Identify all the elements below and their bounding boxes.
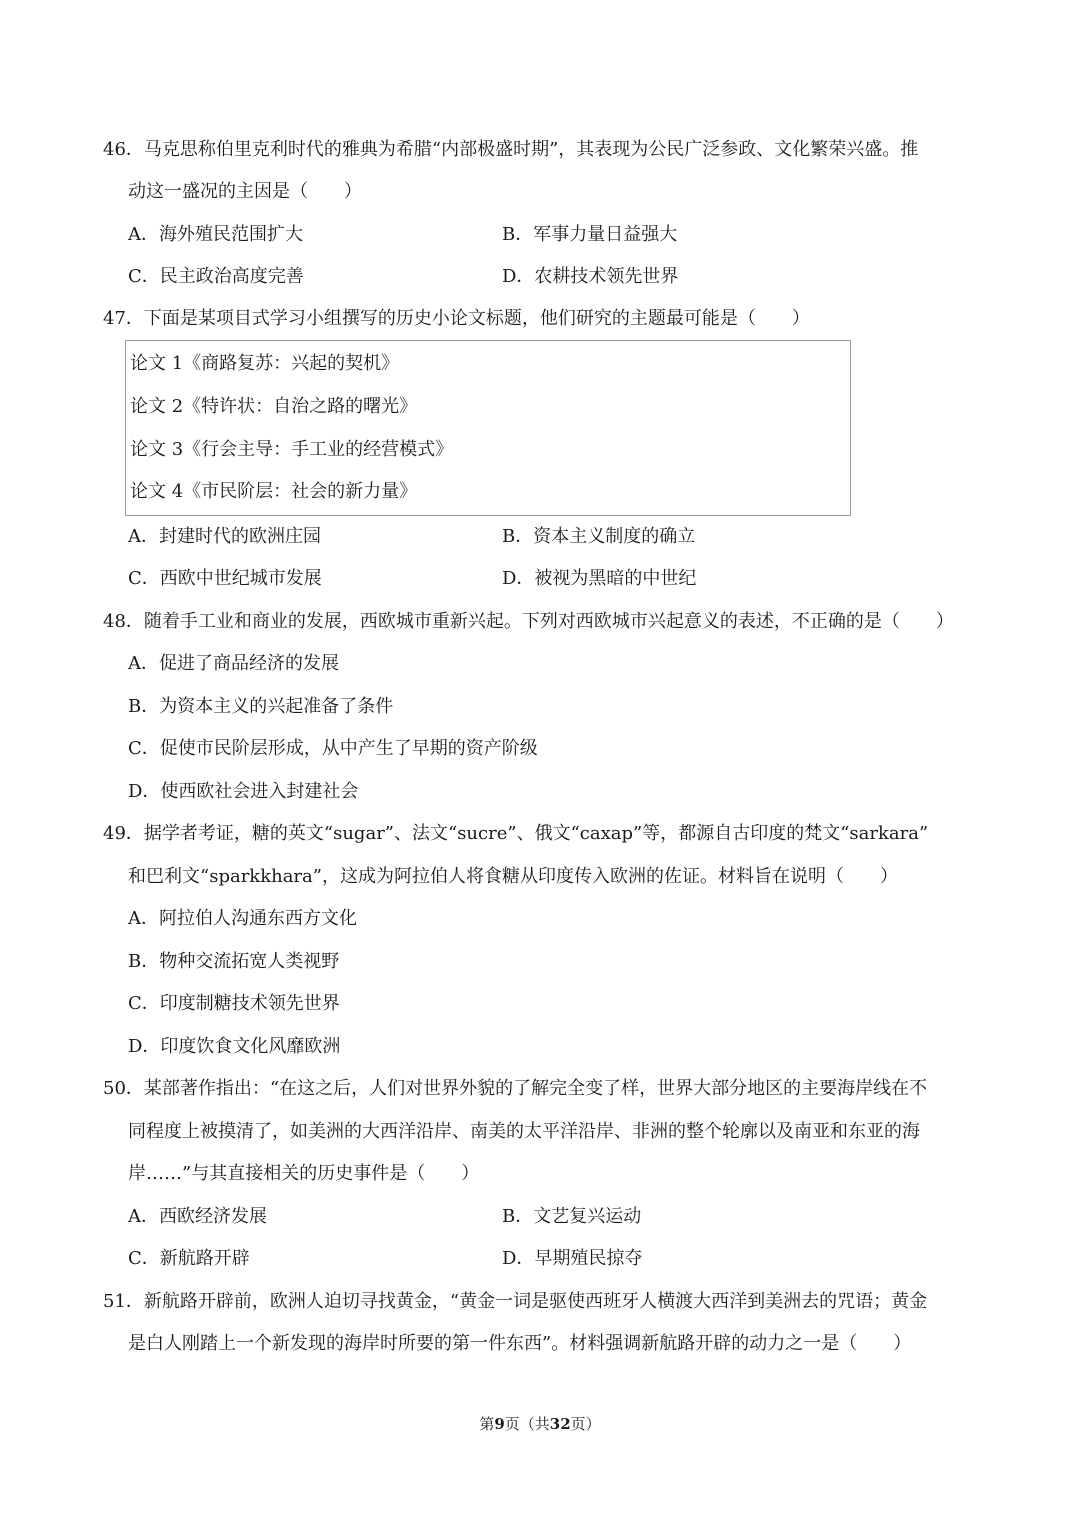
- question-46-option-d: D．农耕技术领先世界: [502, 266, 679, 287]
- footer-suffix: 页）: [570, 1415, 601, 1433]
- question-50-option-c: C．新航路开辟: [128, 1248, 250, 1269]
- question-49-option-b: B．物种交流拓宽人类视野: [128, 951, 340, 972]
- question-51-line-2: 是白人刚踏上一个新发现的海岸时所要的第一件东西”。材料强调新航路开辟的动力之一是（ ）: [128, 1333, 912, 1354]
- footer-page-number: 9: [494, 1415, 505, 1433]
- question-47-line-1: 47．下面是某项目式学习小组撰写的历史小论文标题，他们研究的主题最可能是（ ）: [103, 308, 810, 329]
- question-46-line-1: 46．马克思称伯里克利时代的雅典为希腊“内部极盛时期”，其表现为公民广泛参政、文化繁荣兴盛。推: [103, 139, 919, 160]
- question-50-option-d: D．早期殖民掠夺: [502, 1248, 643, 1269]
- question-47-option-d: D．被视为黑暗的中世纪: [502, 568, 697, 589]
- paper-title-4: 论文 4《市民阶层：社会的新力量》: [130, 481, 418, 502]
- question-49-line-2: 和巴利文“sparkkhara”，这成为阿拉伯人将食糖从印度传入欧洲的佐证。材料旨在说明（ ）: [128, 866, 898, 887]
- footer-total-pages: 32: [549, 1415, 571, 1433]
- question-49-option-d: D．印度饮食文化风靡欧洲: [128, 1036, 341, 1057]
- paper-title-2: 论文 2《特许状：自治之路的曙光》: [130, 396, 418, 417]
- question-48-option-d: D．使西欧社会进入封建社会: [128, 781, 359, 802]
- question-48-option-b: B．为资本主义的兴起准备了条件: [128, 696, 394, 717]
- question-50-line-2: 同程度上被摸清了，如美洲的大西洋沿岸、南美的太平洋沿岸、非洲的整个轮廓以及南亚和东亚的海: [128, 1121, 920, 1142]
- question-46-option-b: B．军事力量日益强大: [502, 224, 678, 245]
- footer-prefix: 第: [479, 1415, 495, 1433]
- paper-title-1: 论文 1《商路复苏：兴起的契机》: [130, 353, 400, 374]
- question-46-option-c: C．民主政治高度完善: [128, 266, 304, 287]
- footer-middle: 页（共: [504, 1415, 550, 1433]
- page-footer: [0, 1414, 1080, 1434]
- question-48-option-a: A．促进了商品经济的发展: [128, 653, 339, 674]
- question-50-option-b: B．文艺复兴运动: [502, 1206, 642, 1227]
- question-46-option-a: A．海外殖民范围扩大: [128, 224, 303, 245]
- question-50-line-3: 岸……”与其直接相关的历史事件是（ ）: [128, 1163, 480, 1184]
- question-50-option-a: A．西欧经济发展: [128, 1206, 267, 1227]
- question-47-option-c: C．西欧中世纪城市发展: [128, 568, 322, 589]
- question-48-option-c: C．促使市民阶层形成，从中产生了早期的资产阶级: [128, 738, 538, 759]
- question-48-line-1: 48．随着手工业和商业的发展，西欧城市重新兴起。下列对西欧城市兴起意义的表述，不正确的是（ ）: [103, 611, 954, 632]
- question-46-line-2: 动这一盛况的主因是（ ）: [128, 181, 362, 202]
- question-47-option-b: B．资本主义制度的确立: [502, 526, 696, 547]
- question-49-option-a: A．阿拉伯人沟通东西方文化: [128, 908, 357, 929]
- question-50-line-1: 50．某部著作指出：“在这之后，人们对世界外貌的了解完全变了样，世界大部分地区的主要海岸线在不: [103, 1078, 928, 1099]
- question-49-option-c: C．印度制糖技术领先世界: [128, 993, 340, 1014]
- question-47-option-a: A．封建时代的欧洲庄园: [128, 526, 321, 547]
- question-51-line-1: 51．新航路开辟前，欧洲人迫切寻找黄金，“黄金一词是驱使西班牙人横渡大西洋到美洲去的咒语；黄金: [103, 1291, 928, 1312]
- paper-title-3: 论文 3《行会主导：手工业的经营模式》: [130, 439, 454, 460]
- question-49-line-1: 49．据学者考证，糖的英文“sugar”、法文“sucre”、俄文“caxap”等，都源自古印度的梵文“sarkara”: [103, 823, 929, 844]
